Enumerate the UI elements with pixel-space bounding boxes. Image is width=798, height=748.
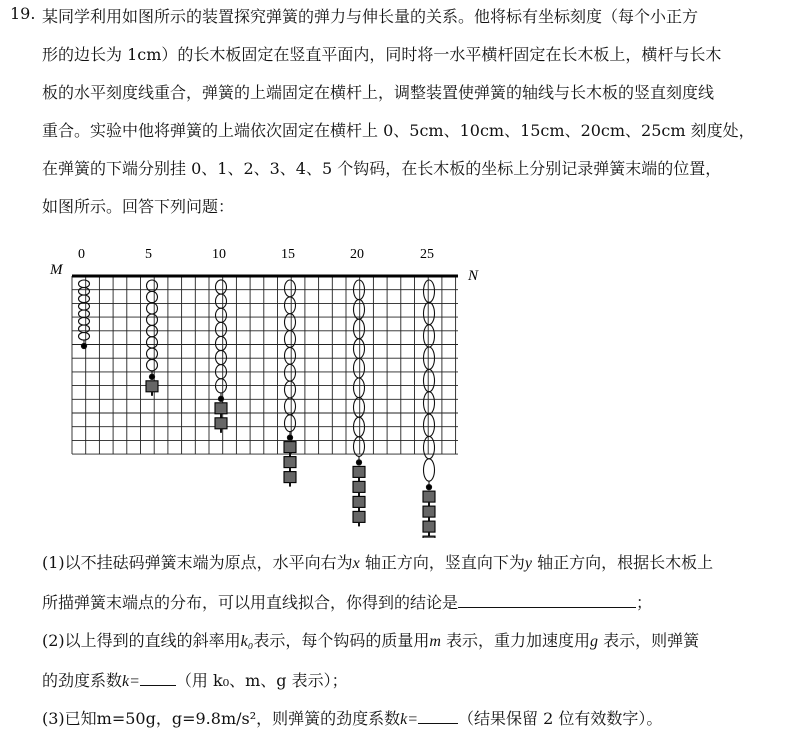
spring-coil	[79, 318, 90, 326]
spring-coil	[216, 308, 227, 322]
spring-coil	[424, 414, 435, 436]
spring-coil	[285, 398, 296, 415]
answer-blank-3[interactable]	[418, 707, 458, 724]
stem-line: 形的边长为 1cm）的长木板固定在竖直平面内，同时将一水平横杆固定在长木板上，横杆与长木	[42, 45, 722, 64]
sub2-line1: (2)以上得到的直线的斜率用k₀表示，每个钩码的质量用m 表示，重力加速度用g 表示，则弹簧	[42, 631, 700, 650]
spring-coil	[79, 280, 90, 288]
spring-coil	[354, 339, 365, 359]
answer-blank-2[interactable]	[140, 669, 176, 686]
scale-labels	[78, 247, 434, 262]
hook-weight	[284, 457, 296, 468]
spring-coil	[147, 303, 158, 314]
question-number: 19.	[10, 4, 36, 23]
hook-weight	[146, 381, 158, 392]
spring-coil	[79, 310, 90, 318]
spring-end-dot	[218, 396, 223, 401]
hook-weight	[284, 442, 296, 453]
springs	[79, 280, 436, 538]
stem-line: 在弹簧的下端分别挂 0、1、2、3、4、5 个钩码，在长木板的坐标上分别记录弹簧末端的位置，	[42, 159, 722, 178]
stem-line: 板的水平刻度线重合，弹簧的上端固定在横杆上，调整装置使弹簧的轴线与长木板的竖直刻度线	[42, 83, 715, 102]
spring-coil	[424, 302, 435, 324]
sub1-line2: 所描弹簧末端点的分布，可以用直线拟合，你得到的结论是 ；	[42, 593, 653, 612]
stem-line: 某同学利用如图所示的装置探究弹簧的弹力与伸长量的关系。他将标有坐标刻度（每个小正方	[42, 7, 699, 26]
hook-weight	[353, 496, 365, 507]
spring	[146, 280, 158, 396]
spring-coil	[79, 295, 90, 303]
spring-coil	[147, 337, 158, 348]
spring-coil	[354, 300, 365, 320]
stem-line: 重合。实验中他将弹簧的上端依次固定在横杆上 0、5cm、10cm、15cm、20cm、25cm 刻度处，	[42, 121, 755, 140]
spring-coil	[354, 437, 365, 457]
spring	[215, 280, 227, 433]
hook-weight	[215, 418, 227, 429]
hook-weight	[423, 536, 435, 538]
label-n: N	[468, 268, 479, 284]
hook-weight	[423, 521, 435, 532]
hook-weight	[423, 506, 435, 517]
spring-end-dot	[426, 485, 431, 490]
spring-coil	[216, 350, 227, 364]
hook-weight	[284, 472, 296, 483]
spring-end-dot	[149, 374, 154, 379]
spring	[79, 280, 90, 349]
spring-coil	[285, 280, 296, 297]
scale-label: 0	[78, 247, 85, 262]
spring-coil	[216, 294, 227, 308]
spring-experiment-figure	[40, 238, 480, 538]
var-x: x	[352, 555, 360, 572]
sub2-line2: 的劲度系数k= （用 k₀、m、g 表示）；	[42, 671, 348, 690]
spring-coil	[79, 288, 90, 296]
spring-coil	[285, 364, 296, 381]
spring-coil	[79, 325, 90, 333]
hook-weight	[353, 481, 365, 492]
spring-coil	[424, 436, 435, 458]
spring	[423, 280, 435, 538]
hook-weight	[353, 466, 365, 477]
sub3-line: (3)已知m=50g，g=9.8m/s²，则弹簧的劲度系数k= （结果保留 2 位有效数字）。	[42, 709, 663, 728]
spring-end-dot	[81, 343, 86, 348]
stem-line: 如图所示。回答下列问题：	[42, 197, 235, 216]
spring-coil	[216, 336, 227, 350]
spring-end-dot	[356, 460, 361, 465]
spring-end-dot	[287, 435, 292, 440]
spring	[284, 280, 296, 487]
spring-coil	[354, 319, 365, 339]
hook-weight	[423, 491, 435, 502]
spring-coil	[354, 378, 365, 398]
spring-coil	[424, 459, 435, 481]
scale-label: 25	[420, 247, 434, 262]
spring-coil	[424, 369, 435, 391]
spring-coil	[424, 325, 435, 347]
spring-coil	[285, 297, 296, 314]
spring-coil	[285, 415, 296, 432]
spring-coil	[147, 314, 158, 325]
spring-coil	[147, 291, 158, 302]
spring-coil	[285, 381, 296, 398]
spring-coil	[285, 347, 296, 364]
spring-coil	[216, 280, 227, 294]
spring-coil	[216, 322, 227, 336]
spring-coil	[147, 359, 158, 370]
scale-label: 20	[350, 247, 364, 262]
spring-coil	[354, 398, 365, 418]
hook-weight	[215, 403, 227, 414]
scale-label: 10	[212, 247, 226, 262]
spring-coil	[424, 280, 435, 302]
coordinate-grid	[72, 276, 458, 454]
spring-coil	[424, 392, 435, 414]
scale-label: 5	[145, 247, 152, 262]
sub1-line1: (1)以不挂砝码弹簧末端为原点，水平向右为x 轴正方向，竖直向下为y 轴正方向，根据长木板上	[42, 553, 714, 572]
scale-label: 15	[281, 247, 295, 262]
label-m: M	[50, 262, 63, 278]
spring-coil	[285, 314, 296, 331]
var-y: y	[524, 555, 532, 572]
hook-weight	[353, 511, 365, 522]
spring-coil	[354, 358, 365, 378]
spring-coil	[79, 333, 90, 341]
answer-blank-1[interactable]	[458, 591, 636, 608]
